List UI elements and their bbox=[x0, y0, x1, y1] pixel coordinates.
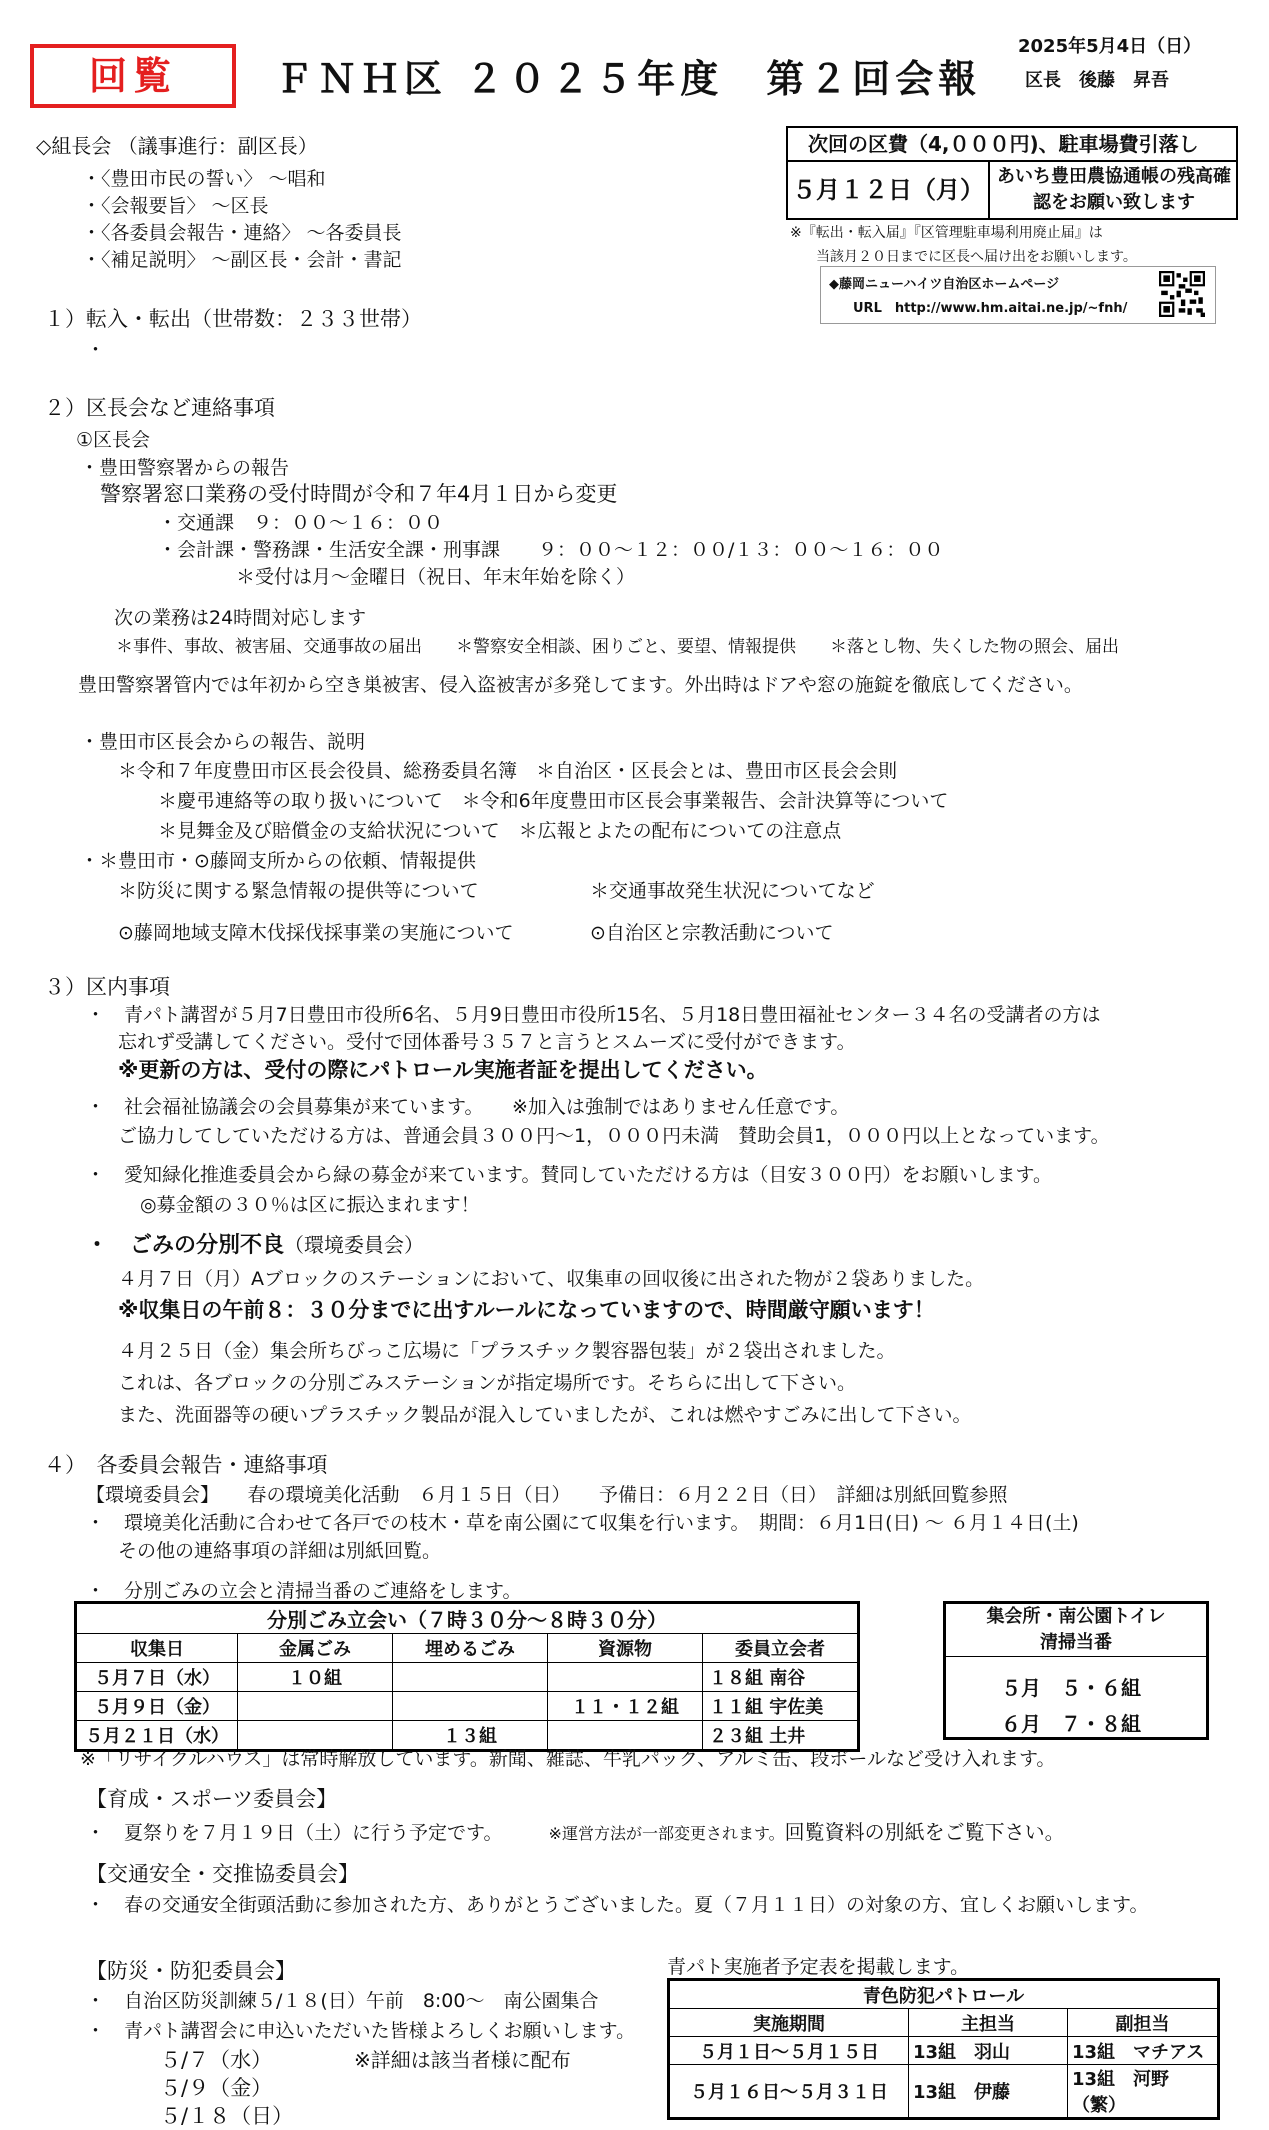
fee-box bbox=[786, 126, 1238, 220]
fee-note-2: 当該月２０日までに区長へ届け出をお願いします。 bbox=[816, 249, 1137, 265]
table-cell: 13組 河野（繁） bbox=[1068, 2065, 1219, 2119]
meeting-heading: ◇組長会 （議事進行：副区長） bbox=[36, 134, 318, 158]
table-row bbox=[76, 1663, 859, 1692]
homepage-label: ◆藤岡ニューハイツ自治区ホームページ bbox=[829, 277, 1060, 292]
bousai-heading: 【防災・防犯委員会】 bbox=[86, 1959, 296, 1983]
welfare-notice: ご協力してしていただける方は、普通会員３００円～1，０００円未満 賛助会員1，０００円以上となっています。 bbox=[118, 1125, 1110, 1147]
env-item: ・ 環境美化活動に合わせて各戸での枝木・草を南公園にて収集を行います。 期間：６月1日(日) ～ ６月１４日(土) bbox=[86, 1512, 1079, 1534]
env-heading: 【環境委員会】 春の環境美化活動 ６月１５日（日） 予備日：６月２２日（日） 詳細は別紙回覧参照 bbox=[86, 1484, 1008, 1506]
table-row bbox=[669, 2037, 1219, 2065]
patrol-schedule-table bbox=[667, 1978, 1220, 2120]
table-header: 委員立会者 bbox=[703, 1634, 859, 1663]
table-header: 収集日 bbox=[76, 1634, 238, 1663]
garbage-heading bbox=[86, 1228, 424, 1259]
garbage-item: ４月２５日（金）集会所ちびっこ広場に「プラスチック製容器包装」が２袋出されました。 bbox=[118, 1340, 896, 1362]
patrol-notice: 忘れず受講してください。受付で団体番号３５７と言うとスムーズに受付ができます。 bbox=[118, 1031, 856, 1053]
toilet-row: ６月 ７・８組 bbox=[1001, 1712, 1141, 1736]
garbage-table-title: 分別ごみ立会い（７時３０分～８時３０分） bbox=[76, 1603, 859, 1634]
garbage-heading-sub: （環境委員会） bbox=[284, 1233, 425, 1257]
patrol-table-title: 青色防犯パトロール bbox=[669, 1980, 1219, 2009]
garbage-duty-table bbox=[74, 1601, 860, 1752]
bousai-date: ５/７（水） bbox=[160, 2048, 273, 2072]
table-header: 金属ごみ bbox=[238, 1634, 393, 1663]
branch-item: ＊交通事故発生状況についてなど bbox=[590, 880, 875, 902]
section-3-heading: ３）区内事項 bbox=[44, 975, 170, 999]
district-chief: 区長 後藤 昇吾 bbox=[1025, 70, 1169, 91]
toilet-heading: 集会所・南公園トイレ bbox=[986, 1606, 1166, 1627]
sports-item-note: ※運営方法が一部変更されます。 bbox=[548, 1824, 785, 1843]
homepage-url[interactable]: URL http://www.hm.aitai.ne.jp/~fnh/ bbox=[853, 301, 1128, 316]
table-cell: １１・１２組 bbox=[548, 1692, 703, 1721]
env-item: その他の連絡事項の詳細は別紙回覧。 bbox=[118, 1540, 442, 1562]
patrol-notice-emphasis: ※更新の方は、受付の際にパトロール実施者証を提出してください。 bbox=[118, 1058, 768, 1082]
sports-heading: 【育成・スポーツ委員会】 bbox=[86, 1787, 338, 1811]
table-header: 資源物 bbox=[548, 1634, 703, 1663]
table-cell: 13組 伊藤 bbox=[909, 2065, 1068, 2119]
fee-box-date: ５月１２日（月） bbox=[788, 162, 990, 218]
green-fund-notice: ・ 愛知緑化推進委員会から緑の募金が来ています。賛同していただける方は（目安３００円）をお願いします。 bbox=[86, 1164, 1052, 1186]
fee-note-1: ※『転出・転入届』『区管理駐車場利用廃止届』は bbox=[790, 225, 1103, 241]
table-cell bbox=[238, 1692, 393, 1721]
fee-box-note-line2: 認をお願い致します bbox=[1033, 192, 1195, 213]
table-cell: １８組 南谷 bbox=[703, 1663, 859, 1692]
table-cell: １１組 宇佐美 bbox=[703, 1692, 859, 1721]
toilet-cleaning-box bbox=[943, 1601, 1209, 1740]
section-2-sub: ①区長会 bbox=[76, 429, 151, 451]
patrol-caption: 青パト実施者予定表を掲載します。 bbox=[667, 1956, 970, 1978]
city-heading: ・豊田市区長会からの報告、説明 bbox=[80, 731, 366, 753]
table-cell: ５月７日（水） bbox=[76, 1663, 238, 1692]
bousai-date-note: ※詳細は該当者様に配布 bbox=[354, 2048, 571, 2072]
meeting-item: ・〈会報要旨〉 ～区長 bbox=[82, 195, 269, 217]
circulation-stamp: 回覧 bbox=[30, 44, 236, 108]
city-item: ＊慶弔連絡等の取り扱いについて ＊令和6年度豊田市区長会事業報告、会計決算等について bbox=[158, 790, 949, 812]
toilet-subheading: 清掃当番 bbox=[1040, 1632, 1112, 1653]
homepage-box bbox=[820, 266, 1216, 324]
table-cell: ５月２１日（水） bbox=[76, 1721, 238, 1751]
table-cell: ５月１６日～５月３１日 bbox=[669, 2065, 909, 2119]
recycle-note: ※「リサイクルハウス」は常時解放しています。新聞、雑誌、牛乳パック、アルミ缶、段ボールなど受け入れます。 bbox=[80, 1748, 1056, 1770]
table-cell bbox=[393, 1692, 548, 1721]
patrol-notice: ・ 青パト講習が５月7日豊田市役所6名、５月9日豊田市役所15名、５月18日豊田福祉センター３４名の受講者の方は bbox=[86, 1004, 1101, 1026]
police-24h: 次の業務は24時間対応します bbox=[114, 607, 367, 629]
branch-item: ⊙自治区と宗教活動について bbox=[590, 922, 834, 944]
table-cell: ５月１日～５月１５日 bbox=[669, 2037, 909, 2065]
table-cell: ２３組 土井 bbox=[703, 1721, 859, 1751]
police-change: 警察署窓口業務の受付時間が令和７年4月１日から変更 bbox=[100, 482, 618, 506]
bousai-date: ５/９（金） bbox=[160, 2076, 273, 2100]
sports-item-note2: 回覧資料の別紙をご覧下さい。 bbox=[784, 1820, 1065, 1844]
police-traffic: ・交通課 ９：００～１６：００ bbox=[158, 512, 444, 534]
police-burglary: 豊田警察署管内では年初から空き巣被害、侵入盗被害が多発してます。外出時はドアや窓の施錠を徹底してください。 bbox=[78, 674, 1083, 696]
section-1-heading: １）転入・転出（世帯数：２３３世帯） bbox=[44, 307, 422, 331]
fee-box-note-line1: あいち豊田農協通帳の残高確 bbox=[997, 166, 1231, 187]
table-cell: 13組 マチアス bbox=[1068, 2037, 1219, 2065]
police-reception: ＊受付は月～金曜日（祝日、年末年始を除く） bbox=[236, 566, 636, 588]
table-row bbox=[76, 1692, 859, 1721]
table-header: 埋めるごみ bbox=[393, 1634, 548, 1663]
qr-code-icon bbox=[1159, 271, 1205, 317]
table-cell: 13組 羽山 bbox=[909, 2037, 1068, 2065]
meeting-item: ・〈豊田市民の誓い〉 ～唱和 bbox=[82, 168, 326, 190]
garbage-item: これは、各ブロックの分別ごみステーションが指定場所です。そちらに出して下さい。 bbox=[118, 1372, 856, 1394]
branch-item: ＊防災に関する緊急情報の提供等について bbox=[118, 880, 479, 902]
garbage-item: ４月７日（月）Aブロックのステーションにおいて、収集車の回収後に出された物が２袋ありました。 bbox=[118, 1268, 985, 1290]
issue-date: 2025年5月4日（日） bbox=[1018, 36, 1202, 57]
table-header: 実施期間 bbox=[669, 2009, 909, 2037]
fee-box-title: 次回の区費（4,０００円)、駐車場費引落し bbox=[788, 128, 1236, 162]
garbage-item: また、洗面器等の硬いプラスチック製品が混入していましたが、これは燃やすごみに出して下さい。 bbox=[118, 1404, 972, 1426]
table-cell: １３組 bbox=[393, 1721, 548, 1751]
page-title: ＦＮＨ区 ２０２５年度 第２回会報 bbox=[275, 57, 982, 101]
branch-item: ⊙藤岡地域支障木伐採伐採事業の実施について bbox=[118, 922, 514, 944]
table-header: 副担当 bbox=[1068, 2009, 1219, 2037]
garbage-rule: ※収集日の午前８：３０分までに出すルールになっていますので、時間厳守願います！ bbox=[118, 1298, 935, 1322]
police-heading: ・豊田警察署からの報告 bbox=[80, 457, 290, 479]
bousai-item: ・ 青パト講習会に申込いただいた皆様よろしくお願いします。 bbox=[86, 2020, 636, 2042]
sports-item bbox=[86, 1816, 1065, 1845]
section-2-heading: ２）区長会など連絡事項 bbox=[44, 396, 275, 420]
env-item: ・ 分別ごみの立会と清掃当番のご連絡をします。 bbox=[86, 1580, 522, 1602]
meeting-item: ・〈補足説明〉 ～副区長・会計・書記 bbox=[82, 249, 402, 271]
police-24h-items: ＊事件、事故、被害届、交通事故の届出 ＊警察安全相談、困りごと、要望、情報提供 ＊落とし物、失くした物の照会、届出 bbox=[116, 637, 1119, 657]
section-1-bullet: ・ bbox=[86, 339, 106, 361]
traffic-item: ・ 春の交通安全街頭活動に参加された方、ありがとうございました。夏（７月１１日）の対象の方、宜しくお願いします。 bbox=[86, 1894, 1149, 1916]
police-accounting: ・会計課・警務課・生活安全課・刑事課 ９：００～１２：００/１３：００～１６：００ bbox=[158, 539, 944, 561]
table-cell bbox=[393, 1663, 548, 1692]
traffic-heading: 【交通安全・交推協委員会】 bbox=[86, 1862, 359, 1886]
sports-item-text: ・ 夏祭りを７月１９日（土）に行う予定です。 bbox=[86, 1822, 503, 1844]
welfare-notice: ・ 社会福祉協議会の会員募集が来ています。 ※加入は強制ではありません任意です。 bbox=[86, 1096, 850, 1118]
fee-box-note bbox=[992, 164, 1236, 216]
bousai-item: ・ 自治区防災訓練５/１８(日）午前 8:00～ 南公園集合 bbox=[86, 1990, 599, 2012]
city-item: ＊見舞金及び賠償金の支給状況について ＊広報とよたの配布についての注意点 bbox=[158, 820, 842, 842]
branch-heading: ・＊豊田市・⊙藤岡支所からの依頼、情報提供 bbox=[80, 850, 476, 872]
table-cell bbox=[548, 1663, 703, 1692]
garbage-heading-text: ・ ごみの分別不良 bbox=[86, 1233, 285, 1258]
section-4-heading: ４） 各委員会報告・連絡事項 bbox=[44, 1453, 328, 1477]
table-cell: ５月９日（金） bbox=[76, 1692, 238, 1721]
table-row bbox=[669, 2065, 1219, 2119]
bousai-date: ５/１８（日） bbox=[160, 2104, 294, 2128]
green-fund-note: ◎募金額の３０％は区に振込まれます！ bbox=[140, 1194, 480, 1216]
table-header: 主担当 bbox=[909, 2009, 1068, 2037]
table-cell: １０組 bbox=[238, 1663, 393, 1692]
city-item: ＊令和７年度豊田市区長会役員、総務委員名簿 ＊自治区・区長会とは、豊田市区長会会則 bbox=[118, 760, 898, 782]
toilet-row: ５月 ５・６組 bbox=[1001, 1676, 1141, 1700]
meeting-item: ・〈各委員会報告・連絡〉 ～各委員長 bbox=[82, 222, 402, 244]
